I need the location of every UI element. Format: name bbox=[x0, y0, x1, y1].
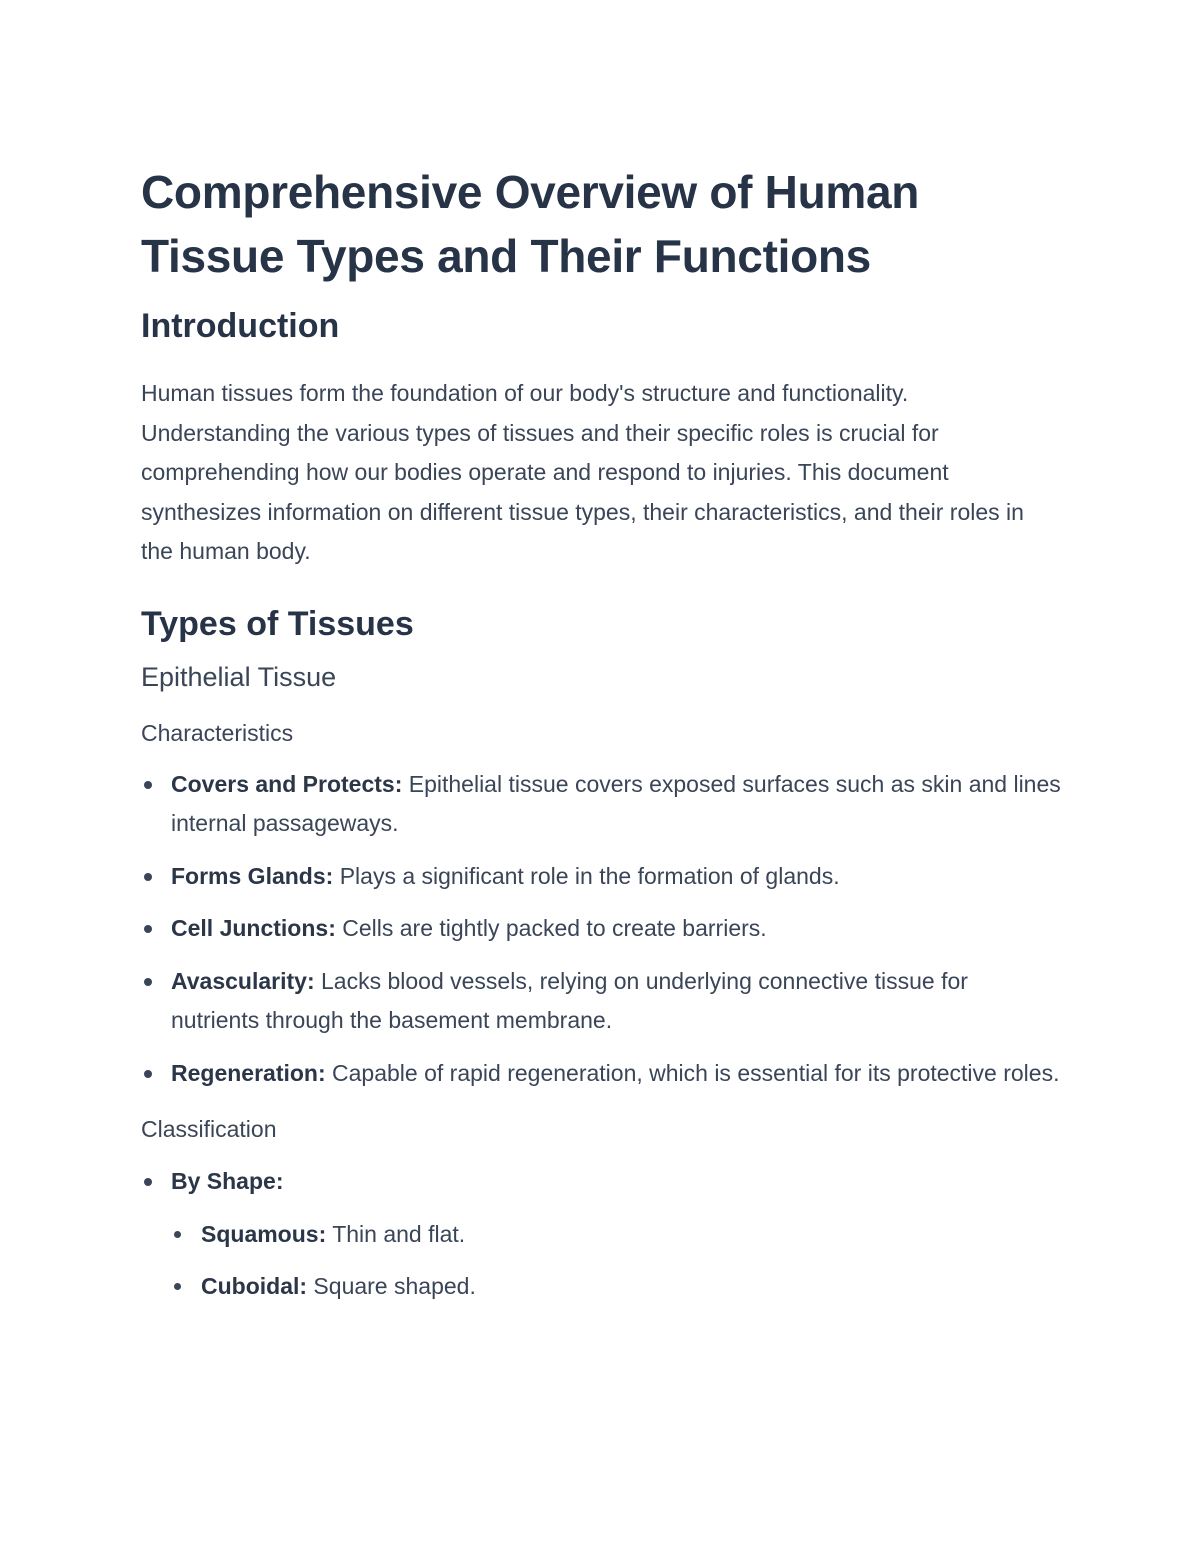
list-item-term: Cuboidal: bbox=[201, 1273, 308, 1299]
list-item-text: Square shaped. bbox=[307, 1273, 476, 1299]
list-item-term: Covers and Protects: bbox=[171, 770, 403, 797]
list-item-term: By Shape: bbox=[171, 1168, 284, 1194]
document-page bbox=[141, 160, 1061, 1320]
list-item-cuboidal bbox=[171, 1267, 1061, 1307]
list-item-term: Forms Glands: bbox=[171, 862, 334, 889]
characteristics-heading: Characteristics bbox=[141, 719, 294, 746]
list-item-term: Squamous: bbox=[201, 1220, 327, 1247]
list-item-text: Plays a significant role in the formation of glands. bbox=[333, 862, 840, 889]
characteristics-list bbox=[141, 765, 1061, 1094]
classification-heading: Classification bbox=[141, 1116, 277, 1142]
list-item-text: Lacks blood vessels, relying on underlying connective tissue for nutrients through the basement membrane. bbox=[171, 967, 968, 1033]
list-item-by-shape bbox=[141, 1162, 1061, 1307]
classification-list bbox=[141, 1162, 1061, 1307]
list-item-cell-junctions bbox=[141, 909, 1061, 949]
introduction-paragraph: Human tissues form the foundation of our body's structure and functionality. Understanding the various types of tissues and their specific roles is crucial for comprehending how our bodies operate and respond to injuries. This document synthesizes information on different tissue types, their characteristics, and their roles in the human body. bbox=[141, 380, 1024, 564]
list-item-text: Cells are tightly packed to create barriers. bbox=[335, 915, 767, 941]
list-item-term: Regeneration: bbox=[171, 1059, 326, 1086]
list-item-forms-glands bbox=[141, 857, 1061, 897]
list-item-term: Avascularity: bbox=[171, 967, 315, 994]
list-item-text: Capable of rapid regeneration, which is essential for its protective roles. bbox=[325, 1059, 1060, 1086]
document-title: Comprehensive Overview of Human Tissue Types and Their Functions bbox=[141, 166, 920, 282]
list-item-avascularity bbox=[141, 962, 1061, 1041]
introduction-heading: Introduction bbox=[141, 307, 340, 345]
list-item-term: Cell Junctions: bbox=[171, 915, 336, 941]
list-item-text: Thin and flat. bbox=[326, 1220, 466, 1247]
types-of-tissues-heading: Types of Tissues bbox=[141, 604, 414, 643]
epithelial-tissue-heading: Epithelial Tissue bbox=[141, 661, 337, 692]
list-item-squamous bbox=[171, 1215, 1061, 1255]
list-item-covers-and-protects bbox=[141, 765, 1061, 844]
by-shape-sublist bbox=[171, 1215, 1061, 1307]
list-item-text: Epithelial tissue covers exposed surfaces such as skin and lines internal passageways. bbox=[171, 770, 1061, 836]
list-item-regeneration bbox=[141, 1054, 1061, 1094]
